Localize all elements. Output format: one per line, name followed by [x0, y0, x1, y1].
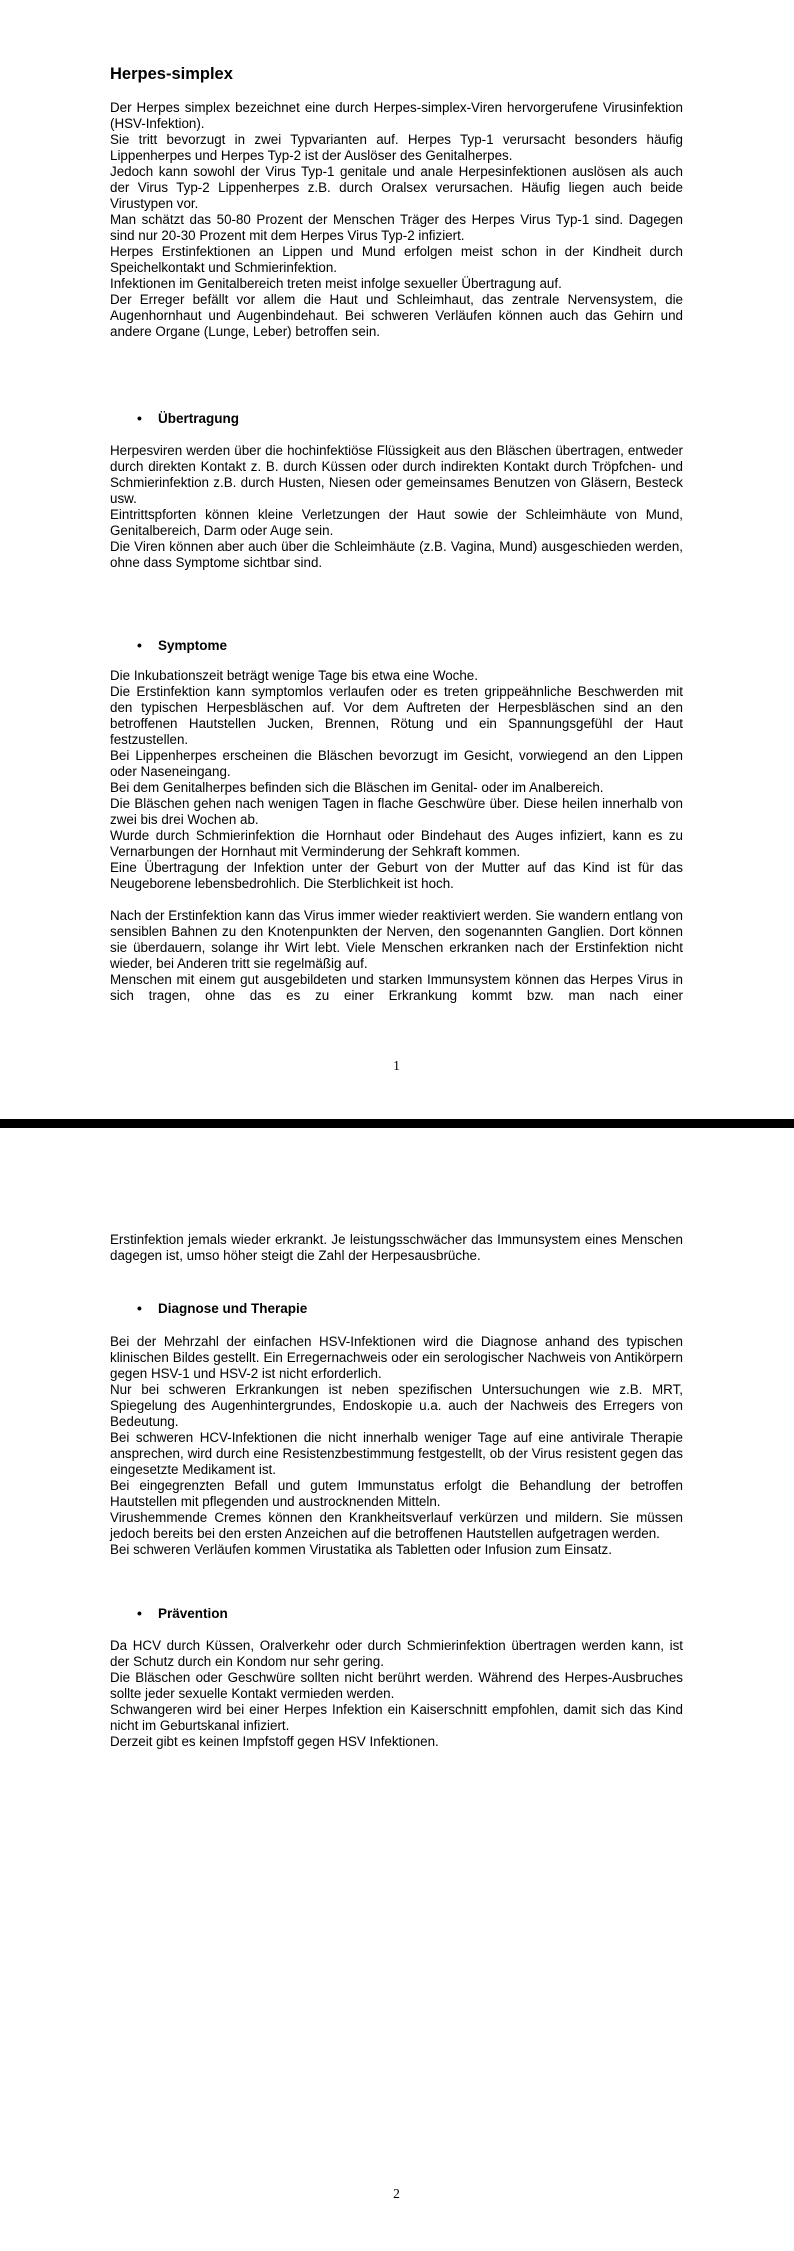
section-heading-label: Übertragung [158, 411, 239, 426]
paragraph-line: Bei der Mehrzahl der einfachen HSV-Infektionen wird die Diagnose anhand des typischen klinischen Bildes gestellt. Ein Erregernachweis oder ein serologischer Nachweis von Antikörpern gegen HSV-1 und HSV-2 ist nicht erforderlich. [110, 1334, 683, 1381]
bullet-icon [137, 1605, 158, 1622]
section-heading [137, 1605, 683, 1622]
paragraph-line: Derzeit gibt es keinen Impfstoff gegen HSV Infektionen. [110, 1734, 439, 1749]
paragraph-line: Die Erstinfektion kann symptomlos verlaufen oder es treten grippeähnliche Beschwerden mit den typischen Herpesbläschen auf. Vor dem Auftreten der Herpesbläschen sind an den betroffenen Hautstellen Jucken, Brennen, Rötung und ein Spannungsgefühl der Haut festzustellen. [110, 684, 683, 747]
bullet-icon [137, 637, 158, 654]
paragraph-line: Bei Lippenherpes erscheinen die Bläschen bevorzugt im Gesicht, vorwiegend an den Lippen oder Naseneingang. [110, 748, 683, 779]
paragraph [110, 668, 683, 892]
paragraph [110, 908, 683, 1004]
paragraph-line: Man schätzt das 50-80 Prozent der Menschen Träger des Herpes Virus Typ-1 sind. Dagegen sind nur 20-30 Prozent mit dem Herpes Virus Typ-2 infiziert. [110, 212, 683, 243]
bullet-icon [137, 410, 158, 427]
paragraph-line: Virushemmende Cremes können den Krankheitsverlauf verkürzen und mildern. Sie müssen jedoch bereits bei den ersten Anzeichen auf die betroffenen Hautstellen aufgetragen werden. [110, 1510, 683, 1541]
paragraph-line: Bei schweren Verläufen kommen Virustatika als Tabletten oder Infusion zum Einsatz. [110, 1542, 612, 1557]
paragraph-line: Nach der Erstinfektion kann das Virus immer wieder reaktiviert werden. Sie wandern entlang von sensiblen Bahnen zu den Knotenpunkten der Nerven, den sogenannten Ganglien. Dort können sie überdauern, solange ihr Wirt lebt. Viele Menschen erkranken nach der Erstinfektion nicht wieder, bei Anderen tritt sie regelmäßig auf. [110, 908, 683, 971]
paragraph-line: Der Erreger befällt vor allem die Haut und Schleimhaut, das zentrale Nervensystem, die Augenhornhaut und Augenbindehaut. Bei schweren Verläufen können auch das Gehirn und andere Organe (Lunge, Leber) betroffen sein. [110, 292, 683, 339]
paragraph-line: Bei dem Genitalherpes befinden sich die Bläschen im Genital- oder im Analbereich. [110, 780, 604, 795]
paragraph [110, 1334, 683, 1558]
paragraph-line: Erstinfektion jemals wieder erkrankt. Je leistungsschwächer das Immunsystem eines Menschen dagegen ist, umso höher steigt die Zahl der Herpesausbrüche. [110, 1232, 683, 1263]
section-heading-label: Diagnose und Therapie [158, 1301, 308, 1316]
paragraph-line: Sie tritt bevorzugt in zwei Typvarianten auf. Herpes Typ-1 verursacht besonders häufig Lippenherpes und Herpes Typ-2 ist der Auslöser des Genitalherpes. [110, 132, 683, 163]
paragraph-line: Menschen mit einem gut ausgebildeten und starken Immunsystem können das Herpes Virus in sich tragen, ohne das es zu einer Erkrankung kommt bzw. man nach einer [110, 972, 683, 1003]
section-heading [137, 1300, 683, 1317]
paragraph [110, 1232, 683, 1264]
paragraph-line: Schwangeren wird bei einer Herpes Infektion ein Kaiserschnitt empfohlen, damit sich das Kind nicht im Geburtskanal infiziert. [110, 1702, 683, 1733]
page-break-bar [0, 1119, 794, 1128]
paragraph [110, 443, 683, 571]
paragraph [110, 100, 683, 340]
paragraph-line: Da HCV durch Küssen, Oralverkehr oder durch Schmierinfektion übertragen werden kann, ist der Schutz durch ein Kondom nur sehr gering. [110, 1638, 683, 1669]
paragraph-line: Herpes Erstinfektionen an Lippen und Mund erfolgen meist schon in der Kindheit durch Speichelkontakt und Schmierinfektion. [110, 244, 683, 275]
paragraph-line: Herpesviren werden über die hochinfektiöse Flüssigkeit aus den Bläschen übertragen, entweder durch direkten Kontakt z. B. durch Küssen oder durch indirekten Kontakt durch Tröpfchen- und Schmierinfektion z.B. durch Husten, Niesen oder gemeinsames Benutzen von Gläsern, Besteck usw. [110, 443, 683, 506]
paragraph-line: Jedoch kann sowohl der Virus Typ-1 genitale und anale Herpesinfektionen auslösen als auch der Virus Typ-2 Lippenherpes z.B. durch Oralsex verursachen. Häufig liegen auch beide Virustypen vor. [110, 164, 683, 211]
paragraph [110, 1638, 683, 1750]
paragraph-line: Wurde durch Schmierinfektion die Hornhaut oder Bindehaut des Auges infiziert, kann es zu Vernarbungen der Hornhaut mit Verminderung der Sehkraft kommen. [110, 828, 683, 859]
paragraph-line: Bei eingegrenzten Befall und gutem Immunstatus erfolgt die Behandlung der betroffen Hautstellen mit pflegenden und austrocknenden Mitteln. [110, 1478, 683, 1509]
bullet-icon [137, 1300, 158, 1317]
section-heading [137, 637, 683, 654]
page-number: 2 [393, 2186, 400, 2201]
paragraph-line: Die Viren können aber auch über die Schleimhäute (z.B. Vagina, Mund) ausgeschieden werden, ohne dass Symptome sichtbar sind. [110, 539, 683, 570]
paragraph-line: Nur bei schweren Erkrankungen ist neben spezifischen Untersuchungen wie z.B. MRT, Spiegelung des Augenhintergrundes, Endoskopie u.a. auch der Nachweis des Erregers von Bedeutung. [110, 1382, 683, 1429]
section-heading-label: Prävention [158, 1606, 228, 1621]
paragraph-line: Die Bläschen oder Geschwüre sollten nicht berührt werden. Während des Herpes-Ausbruches sollte jeder sexuelle Kontakt vermieden werden. [110, 1670, 683, 1701]
paragraph-line: Der Herpes simplex bezeichnet eine durch Herpes-simplex-Viren hervorgerufene Virusinfektion (HSV-Infektion). [110, 100, 683, 131]
paragraph-line: Die Inkubationszeit beträgt wenige Tage bis etwa eine Woche. [110, 668, 478, 683]
paragraph-line: Bei schweren HCV-Infektionen die nicht innerhalb weniger Tage auf eine antivirale Therapie ansprechen, wird durch eine Resistenzbestimmung festgestellt, ob der Virus resistent gegen das eingesetzte Medikament ist. [110, 1430, 683, 1477]
page-number: 1 [393, 1058, 400, 1073]
section-heading-label: Symptome [158, 638, 228, 653]
paragraph-line: Infektionen im Genitalbereich treten meist infolge sexueller Übertragung auf. [110, 276, 562, 291]
page-2 [0, 1128, 794, 2251]
paragraph-line: Eine Übertragung der Infektion unter der Geburt von der Mutter auf das Kind ist für das Neugeborene lebensbedrohlich. Die Sterblichkeit ist hoch. [110, 860, 683, 891]
section-heading [137, 410, 683, 427]
paragraph-line: Eintrittspforten können kleine Verletzungen der Haut sowie der Schleimhäute von Mund, Genitalbereich, Darm oder Auge sein. [110, 507, 683, 538]
paragraph-line: Die Bläschen gehen nach wenigen Tagen in flache Geschwüre über. Diese heilen innerhalb von zwei bis drei Wochen ab. [110, 796, 683, 827]
document-title: Herpes-simplex [110, 65, 233, 83]
page-1 [0, 0, 794, 1119]
